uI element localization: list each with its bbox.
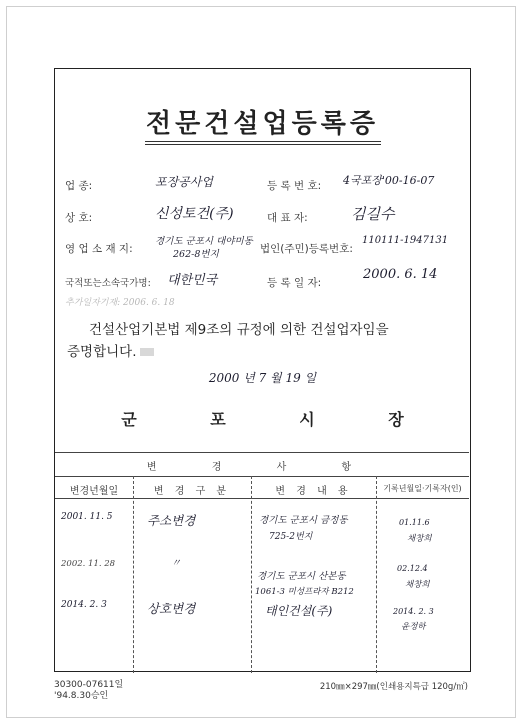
row2-content-line2: 1061-3 미성프라자 B212 — [255, 587, 354, 597]
header-record-signature: 기록년월일·기록자(인) — [383, 484, 462, 493]
row1-date: 2001. 11. 5 — [61, 512, 113, 522]
business-type-value: 포장공사업 — [155, 175, 213, 189]
issue-date: 2000 년 7 월 19 일 — [208, 371, 317, 385]
header-change-date: 변경년월일 — [69, 486, 119, 497]
title-underline — [145, 141, 381, 142]
reg-date-label: 등 록 일 자: — [267, 277, 322, 289]
reg-no-label: 등 록 번 호: — [267, 180, 322, 192]
change-history-table — [55, 452, 469, 673]
certificate-frame — [54, 68, 471, 672]
office-address-label: 영 업 소 재 지: — [65, 243, 133, 255]
certification-statement — [67, 319, 459, 363]
row2-recorder: 채창희 — [405, 580, 430, 590]
corp-reg-no-label: 법인(주민)등록번호: — [260, 243, 353, 255]
nationality-value: 대한민국 — [167, 273, 218, 288]
header-change-content: 변 경 내 용 — [275, 486, 352, 497]
row3-recorder: 윤정하 — [401, 622, 426, 632]
change-table-title: 변 경 사 항 — [146, 462, 378, 473]
office-address-value-line1: 경기도 군포시 대야미동 — [155, 236, 253, 247]
row2-record-date: 02.12.4 — [397, 564, 428, 573]
office-address-value-line2: 262-8번지 — [173, 249, 219, 260]
paper-spec: 210㎜×297㎜(인쇄용지특급 120g/㎡) — [319, 682, 468, 692]
table-header-border — [55, 498, 469, 499]
nationality-label: 국적또는소속국가명: — [65, 278, 151, 289]
faint-date-note: 추가일자기재: 2006. 6. 18 — [65, 298, 175, 308]
row1-content-line1: 경기도 군포시 금정동 — [259, 515, 348, 526]
row3-category: 상호변경 — [147, 601, 196, 616]
table-top-border — [55, 452, 469, 453]
representative-value: 김길수 — [351, 205, 395, 223]
document-title: 전문건설업등록증 — [146, 109, 379, 139]
title-underline-double — [145, 144, 381, 145]
statement-line-1: 건설산업기본법 제9조의 규정에 의한 건설업자임을 — [89, 322, 389, 338]
reg-date-value: 2000. 6. 14 — [363, 267, 438, 282]
form-footer-left — [54, 680, 123, 702]
company-label: 상 호: — [65, 212, 93, 224]
row1-content-line2: 725-2번지 — [269, 532, 313, 542]
form-approval: '94.8.30승인 — [54, 691, 109, 701]
table-title-border — [55, 476, 469, 477]
row3-content-line1: 태인건설(주) — [265, 604, 333, 618]
row3-record-date: 2014. 2. 3 — [393, 607, 434, 616]
company-value: 신성토건(주) — [155, 206, 234, 222]
form-number: 30300-07611일 — [54, 680, 124, 690]
row1-category: 주소변경 — [147, 513, 196, 528]
ink-smudge — [140, 348, 154, 356]
row3-date: 2014. 2. 3 — [61, 600, 107, 610]
header-change-category: 변 경 구 분 — [153, 486, 231, 497]
statement-line-2: 증명합니다. — [67, 344, 137, 360]
column-divider-2 — [251, 476, 252, 673]
representative-label: 대 표 자: — [267, 212, 308, 224]
row2-category: 〃 — [171, 558, 181, 569]
corp-reg-no-value: 110111-1947131 — [362, 235, 449, 246]
column-divider-3 — [376, 476, 377, 673]
statement-line-2-wrap — [67, 341, 459, 363]
row2-date: 2002. 11. 28 — [61, 559, 116, 569]
business-type-label: 업 종: — [65, 180, 93, 192]
row1-record-date: 01.11.6 — [399, 518, 430, 527]
issuer-name: 군 포 시 장 — [121, 410, 438, 429]
row2-content-line1: 경기도 군포시 산본동 — [257, 571, 346, 582]
row1-recorder: 채창희 — [407, 534, 432, 544]
reg-no-value: 4국포장'00-16-07 — [343, 174, 435, 187]
column-divider-1 — [133, 476, 134, 673]
